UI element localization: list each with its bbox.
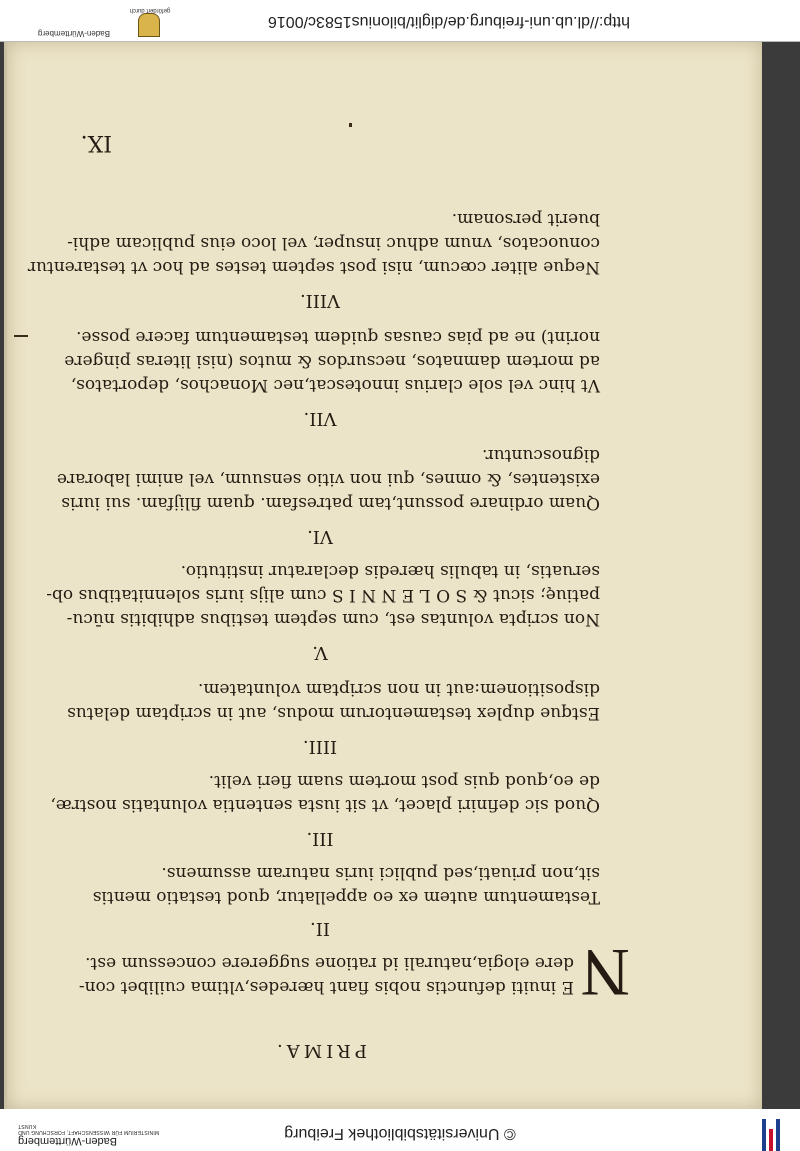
para-8-line-1: Neque aliter cœcum, nisi post septem testes ad hoc vt testarentur	[27, 257, 600, 277]
para-8-line-3: buerit personam.	[451, 209, 600, 229]
para-6-line-1: Quam ordinare possunt,tam patresfam. quam filijfam. sui iuris	[61, 493, 600, 513]
viewer-footer-bar	[0, 0, 800, 42]
para-5-line-1: Non scripta voluntas est, cum septem testibus adhibitis nūcu-	[66, 609, 600, 629]
viewer-header-bar	[0, 1108, 800, 1151]
sponsor-credit	[18, 1123, 168, 1147]
para-7-line-3: norint) ne ad pias causas quidem testamentum facere posse.	[76, 327, 600, 347]
heading-vi: VI.	[307, 526, 333, 547]
funded-by-label: gefördert durch	[129, 7, 171, 13]
heading-v: V.	[312, 642, 328, 663]
para-1-line-1: E inuiti defunctis nobis fiant hæredes,vltima cuilibet con-	[78, 977, 574, 997]
para-4-line-2: dispositionem:aut in non scriptam voluntatem.	[197, 679, 600, 699]
heading-iii: III.	[306, 828, 334, 849]
para-2-line-1: Testamentum autem ex eo appellatur, quod testatio mentis	[92, 887, 600, 907]
ink-speck	[349, 123, 352, 127]
para-6-line-2: existentes, & omnes, qui non vitio sensuum, vel animi laborare	[56, 469, 600, 489]
para-5-line-2: patiuę; sicut & S O L E N N I S cum alijs iuris solennitatibus ob-	[46, 585, 600, 605]
para-3-line-2: de eo,quod quis post mortem suam fieri velit.	[208, 771, 600, 791]
para-7-line-1: Vt hinc vel sole clarius innotescat,nec Monachos, deportatos,	[70, 375, 600, 395]
margin-mark	[14, 335, 28, 337]
coat-of-arms-icon	[138, 13, 160, 37]
permalink-url[interactable]: http://dl.ub.uni-freiburg.de/diglit/bilonius1583c/0016	[267, 13, 630, 30]
drop-cap: N	[580, 935, 630, 1011]
para-3-line-1: Quod sic definiri placet, vt sit iusta sententia voluntatis nostræ,	[50, 795, 600, 815]
para-5-line-3: seruatis, in tabulis hæredis declaratur institutio.	[180, 561, 600, 581]
para-1-line-2: dere elogia,naturali id ratione suggerere concessum est.	[85, 953, 574, 973]
para-2-line-2: sit,non priuati,sed publici iuris naturam assumens.	[161, 863, 600, 883]
para-8-line-2: conuocatos, vnum adhuc insuper, vel loco eius publicam adhi-	[67, 233, 600, 253]
heading-prima-title: PRIMA.	[273, 1040, 367, 1061]
signature-mark: IX.	[80, 130, 112, 155]
heading-iiii: IIII.	[302, 736, 338, 757]
para-6-line-3: dignoscuntur.	[482, 445, 600, 465]
heading-vii: VII.	[303, 408, 337, 429]
para-4-line-1: Estque duplex testamentorum modus, aut in scriptam delatus	[67, 703, 600, 723]
funder-name: Baden-Württemberg	[37, 29, 110, 38]
sponsor-org: Baden-Württemberg	[18, 1135, 118, 1147]
funder-logo	[120, 7, 180, 37]
para-7-line-2: ad mortem damnatos, necsurdos & mutos (nisi literas pingere	[64, 351, 600, 371]
heading-ii: II.	[310, 918, 330, 939]
sponsor-ministry: MINISTERIUM FÜR WISSENSCHAFT, FORSCHUNG UND KUNST	[18, 1123, 160, 1135]
heading-viii: VIII.	[299, 290, 341, 311]
copyright-notice: © Universitätsbibliothek Freiburg	[284, 1125, 516, 1142]
